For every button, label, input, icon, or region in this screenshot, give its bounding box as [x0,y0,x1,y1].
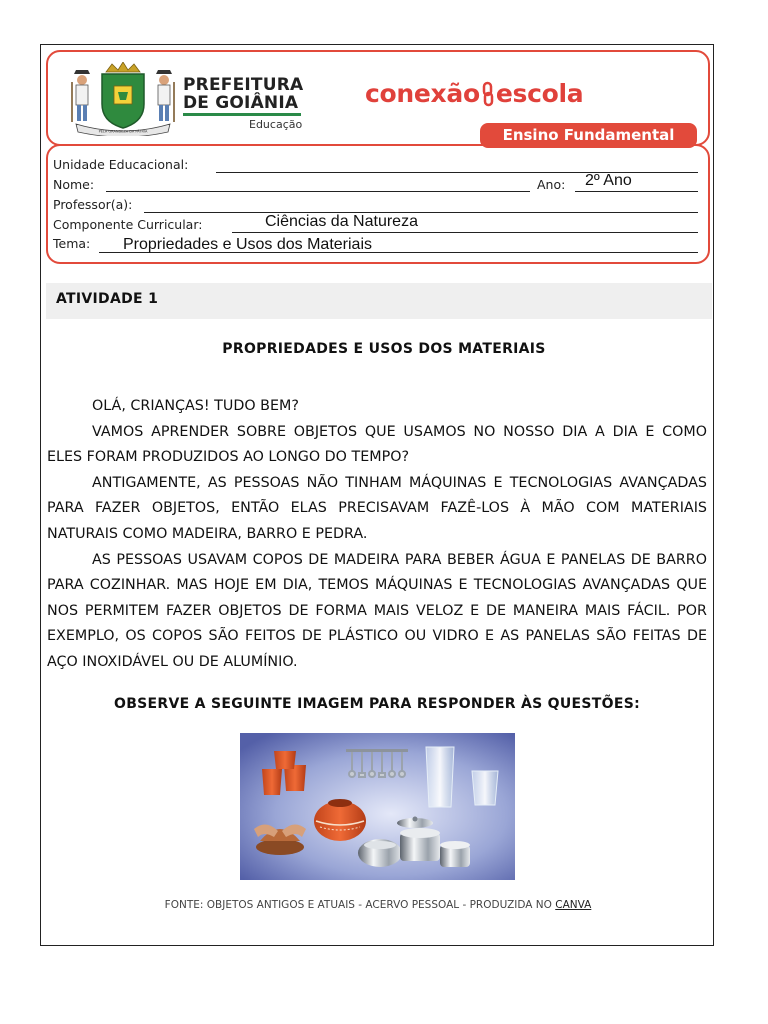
paragraph-2: VAMOS APRENDER SOBRE OBJETOS QUE USAMOS NO NOSSO DIA A DIA E COMO ELES FORAM PRODUZIDOS AO LONGO DO TEMPO? [47,423,707,466]
document-title: PROPRIEDADES E USOS DOS MATERIAIS [222,341,546,357]
caption-text: FONTE: OBJETOS ANTIGOS E ATUAIS - ACERVO PESSOAL - PRODUZIDA NO [164,899,552,911]
unidade-label: Unidade Educacional: [53,157,189,172]
prefeitura-underline [183,113,301,116]
prefeitura-line2: DE GOIÂNIA [183,93,299,113]
prefeitura-subtitle: Educação [249,118,303,131]
ano-label: Ano: [537,177,566,192]
componente-field[interactable] [232,232,698,233]
activity-label: ATIVIDADE 1 [56,291,159,307]
short-glass [472,771,498,805]
crest-motto: PELA GRANDEZA DA PÁTRIA [98,129,148,134]
tema-label: Tema: [53,236,91,251]
objects-illustration [240,733,515,880]
professor-label: Professor(a): [53,197,133,212]
goiania-coat-of-arms-logo [68,62,178,136]
paragraph-4: AS PESSOAS USAVAM COPOS DE MADEIRA PARA BEBER ÁGUA E PANELAS DE BARRO PARA COZINHAR. MAS HOJE EM DIA, TEMOS MÁQUINAS E TECNOLOGIAS AVANÇADAS QUE NOS PERMITEM FAZER OBJETOS DE FORMA MAIS VELOZ E DE MANEIRA MAIS FÁCIL. POR EXEMPLO, OS COPOS SÃO FEITOS DE PLÁSTICO OU VIDRO E AS PANELAS SÃO FEITAS DE AÇO INOXIDÁVEL OU DE ALUMÍNIO. [47,551,707,670]
prefeitura-name [183,76,303,112]
componente-value: Ciências da Natureza [265,213,418,230]
paragraph-1: OLÁ, CRIANÇAS! TUDO BEM? [92,398,299,414]
chain-link-icon [481,79,495,108]
tema-value: Propriedades e Usos dos Materiais [123,236,373,253]
clay-cup-top [274,751,296,769]
body-text [47,394,707,676]
paragraph-3: ANTIGAMENTE, AS PESSOAS NÃO TINHAM MÁQUINAS E TECNOLOGIAS AVANÇADAS PARA FAZER OBJETOS, ENTÃO ELAS PRECISAVAM FAZÊ-LOS À MÃO COM MATERIAIS NATURAIS COMO MADEIRA, BARRO E PEDRA. [47,474,707,542]
brand-right-text: escola [495,79,584,108]
conexao-escola-logo [365,79,583,108]
ensino-fundamental-badge: Ensino Fundamental [480,123,697,148]
clay-cup-left [262,769,282,795]
ano-value: 2º Ano [585,172,632,189]
componente-label: Componente Curricular: [53,217,203,232]
canva-link[interactable]: CANVA [555,899,592,911]
image-caption [0,899,756,911]
tall-glass [426,747,454,807]
professor-field[interactable] [144,212,698,213]
observe-instruction: OBSERVE A SEGUINTE IMAGEM PARA RESPONDER ÀS QUESTÕES: [114,696,640,712]
ano-field[interactable] [575,191,698,192]
nome-field[interactable] [106,191,530,192]
brand-left-text: conexão [365,79,480,108]
prefeitura-line1: PREFEITURA [183,75,304,95]
nome-label: Nome: [53,177,95,192]
